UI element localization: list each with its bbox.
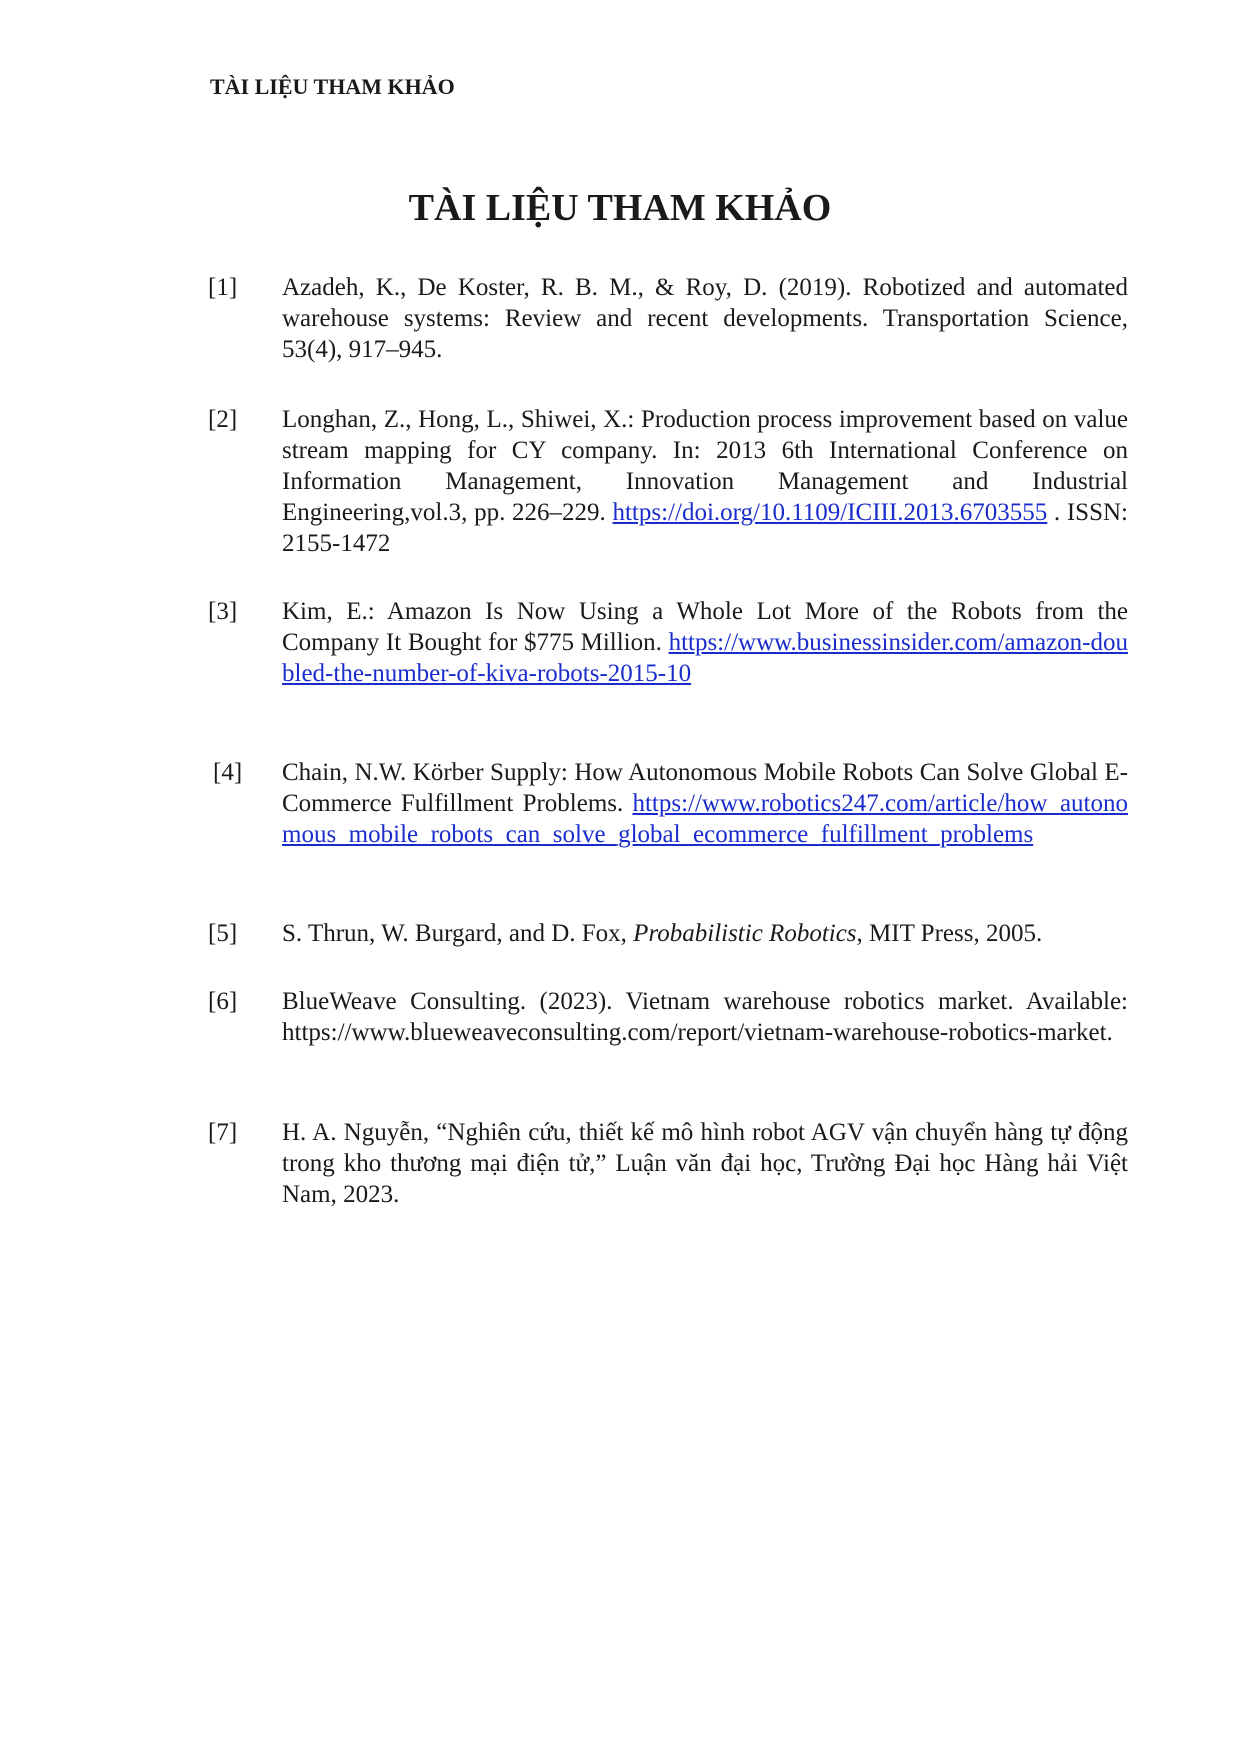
reference-text: H. A. Nguyễn, “Nghiên cứu, thiết kế mô hình robot AGV vận chuyển hàng tự động trong kho thương mại điện tử,” Luận văn đại học, Trường Đại học Hàng hải Việt Nam, 2023. — [282, 1119, 1128, 1208]
reference-number: [7] — [208, 1119, 238, 1146]
reference-text: Kim, E.: Amazon Is Now Using a Whole Lot More of the Robots from the Company It Bought for $775 Million. https://www.businessinsider.com/amazon-doubled-the-number-of-kiva-robots-2015-10 — [282, 598, 1128, 687]
book-title: Probabilistic Robotics — [633, 920, 857, 947]
reference-number: [6] — [208, 988, 238, 1015]
page-title: TÀI LIỆU THAM KHẢO — [408, 187, 832, 229]
reference-text: Chain, N.W. Körber Supply: How Autonomous Mobile Robots Can Solve Global E-Commerce Fulfillment Problems. https://www.robotics247.com/article/how_autonomous_mobile_robots_can_solve_global_ecommerce_fulfillment_problems — [282, 759, 1128, 848]
reference-text: BlueWeave Consulting. (2023). Vietnam warehouse robotics market. Available: https://www.blueweaveconsulting.com/report/vietnam-warehouse-robotics-market. — [282, 988, 1128, 1046]
reference-number: [5] — [208, 920, 238, 947]
reference-number: [1] — [208, 274, 238, 301]
reference-number: [4] — [213, 759, 243, 786]
running-header: TÀI LIỆU THAM KHẢO — [210, 74, 455, 99]
robotics247-link[interactable]: https://www.robotics247.com/article/how_autonomous_mobile_robots_can_solve_global_ecommerce_fulfillment_problems — [282, 790, 1128, 848]
reference-text: S. Thrun, W. Burgard, and D. Fox, Probabilistic Robotics, MIT Press, 2005. — [282, 920, 1043, 947]
businessinsider-link[interactable]: https://www.businessinsider.com/amazon-doubled-the-number-of-kiva-robots-2015-10 — [282, 629, 1128, 687]
reference-number: [3] — [208, 598, 238, 625]
doi-link[interactable]: https://doi.org/10.1109/ICIII.2013.6703555 — [612, 499, 1048, 526]
reference-text: Longhan, Z., Hong, L., Shiwei, X.: Production process improvement based on value stream mapping for CY company. In: 2013 6th International Conference on Information Management, Innovation Management and Industrial Engineering,vol.3, pp. 226–229. https://doi.org/10.1109/ICIII.2013.6703555 . ISSN: 2155-1472 — [282, 406, 1128, 557]
reference-number: [2] — [208, 406, 238, 433]
reference-text: Azadeh, K., De Koster, R. B. M., & Roy, D. (2019). Robotized and automated warehouse systems: Review and recent developments. Transportation Science, 53(4), 917–945. — [282, 274, 1128, 363]
